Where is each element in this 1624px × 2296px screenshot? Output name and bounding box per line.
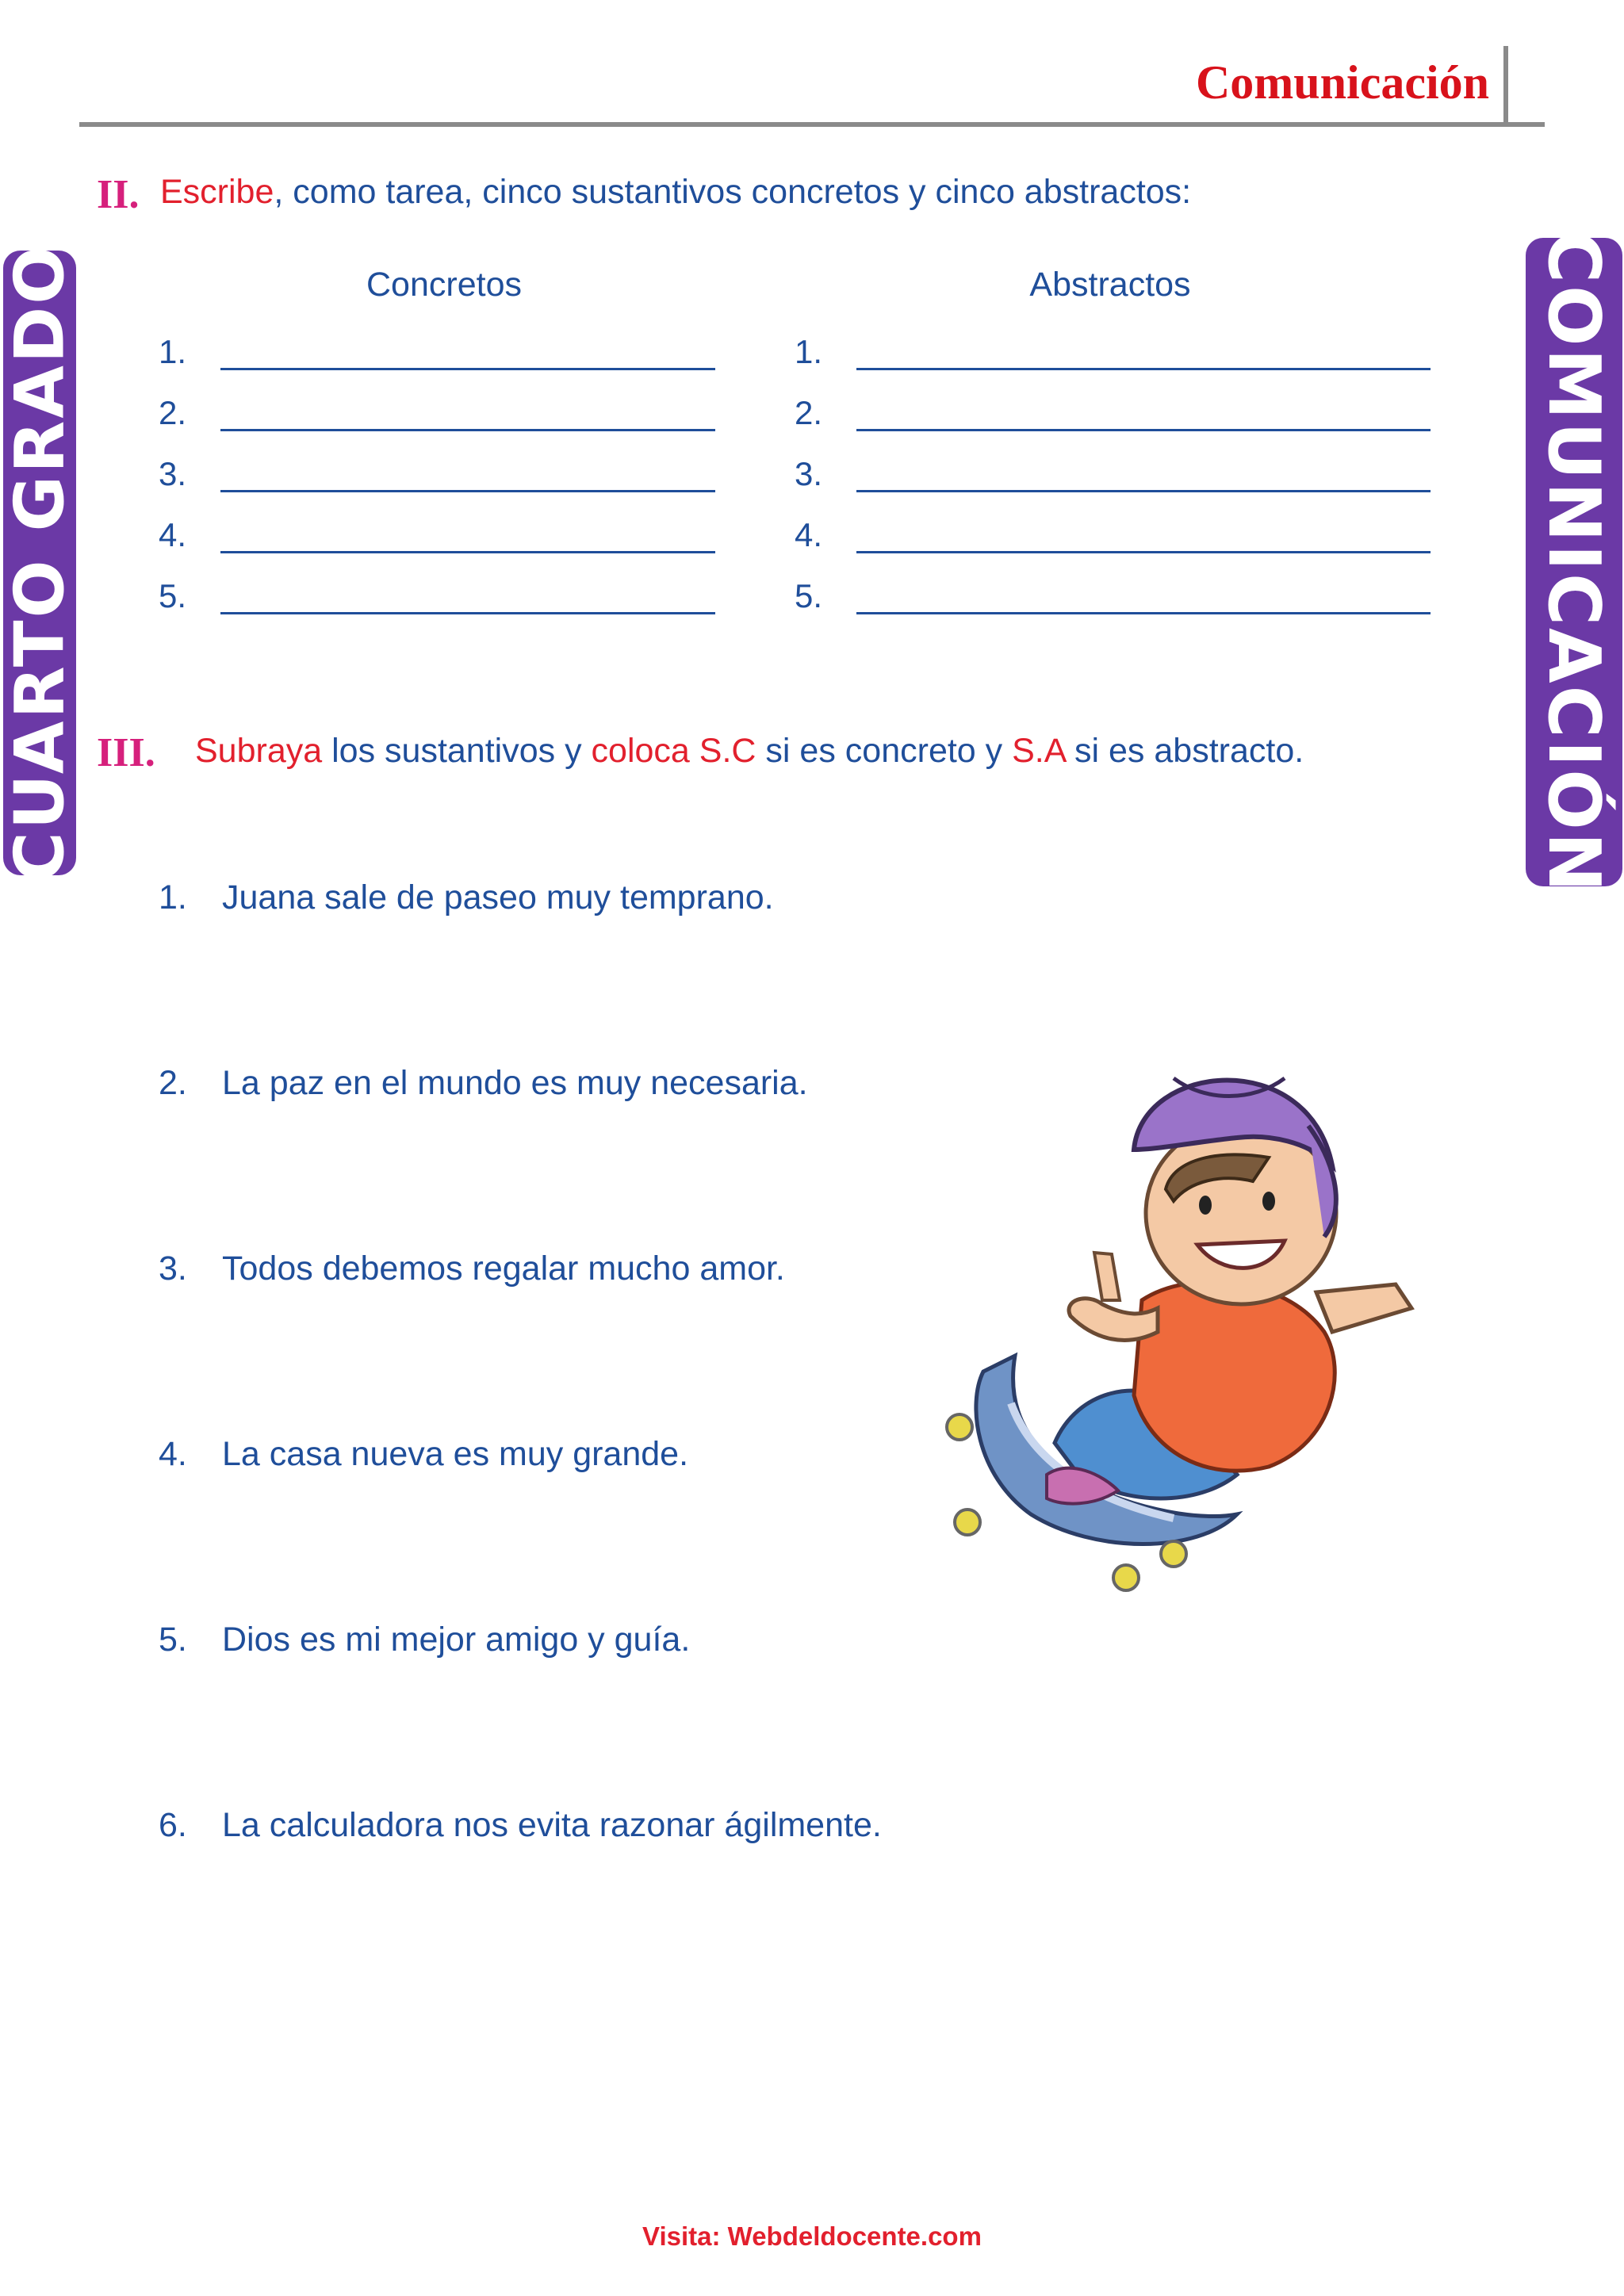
answer-number: 1. — [159, 333, 187, 370]
section-3-number: III. — [97, 730, 155, 775]
subject-header: Comunicación — [1195, 56, 1489, 109]
answer-blank-line[interactable] — [220, 490, 715, 492]
answer-row — [159, 507, 714, 568]
sentence-number: 2. — [159, 1064, 187, 1102]
sentence-number: 6. — [159, 1806, 187, 1844]
answer-blank-line[interactable] — [856, 612, 1431, 614]
sentence-item[interactable] — [159, 1249, 785, 1288]
instruction-verb: Escribe — [160, 173, 274, 211]
instruction-subraya: Subraya — [195, 732, 323, 770]
sentence-text[interactable]: La casa nueva es muy grande. — [222, 1435, 689, 1473]
subject-banner-label: COMUNICACIÓN — [1532, 230, 1616, 894]
sentence-text[interactable]: Dios es mi mejor amigo y guía. — [222, 1621, 691, 1659]
sentence-item[interactable] — [159, 1621, 690, 1659]
answer-row — [795, 446, 1437, 507]
instruction-text: si es abstracto. — [1065, 732, 1304, 770]
sentence-number: 4. — [159, 1435, 187, 1473]
answer-blank-line[interactable] — [856, 551, 1431, 553]
answer-row — [795, 323, 1437, 385]
grade-side-banner — [0, 243, 80, 882]
sentence-item[interactable] — [159, 878, 774, 917]
answer-row — [159, 568, 714, 629]
instruction-text: los sustantivos y — [322, 732, 592, 770]
concretos-answer-list — [159, 323, 714, 629]
answer-blank-line[interactable] — [220, 551, 715, 553]
column-header-abstractos: Abstractos — [1029, 266, 1191, 304]
header-divider-tick — [1503, 46, 1508, 125]
instruction-sa: S.A — [1012, 732, 1066, 770]
answer-number: 2. — [159, 394, 187, 431]
sentence-number: 1. — [159, 878, 187, 916]
header-rule — [79, 122, 1545, 127]
answer-number: 3. — [795, 455, 823, 492]
answer-blank-line[interactable] — [856, 368, 1431, 370]
answer-blank-line[interactable] — [856, 490, 1431, 492]
sentence-item[interactable] — [159, 1435, 688, 1474]
subject-side-banner — [1526, 230, 1622, 894]
answer-blank-line[interactable] — [220, 429, 715, 431]
answer-number: 5. — [159, 577, 187, 614]
answer-number: 4. — [795, 516, 823, 553]
answer-blank-line[interactable] — [220, 612, 715, 614]
sentence-text[interactable]: La calculadora nos evita razonar ágilmente. — [222, 1806, 882, 1844]
answer-number: 3. — [159, 455, 187, 492]
instruction-coloca: coloca S.C — [591, 732, 756, 770]
grade-banner-label: CUARTO GRADO — [0, 243, 80, 882]
abstractos-answer-list — [795, 323, 1437, 629]
sentence-number: 5. — [159, 1621, 187, 1659]
section-3-instruction — [195, 732, 1304, 771]
section-2-number: II. — [97, 172, 140, 217]
sentence-item[interactable] — [159, 1806, 882, 1845]
section-2-instruction — [160, 173, 1191, 212]
answer-number: 5. — [795, 577, 823, 614]
answer-row — [159, 385, 714, 446]
answer-row — [159, 323, 714, 385]
answer-blank-line[interactable] — [856, 429, 1431, 431]
instruction-text: si es concreto y — [756, 732, 1013, 770]
sentence-text[interactable]: Todos debemos regalar mucho amor. — [222, 1249, 785, 1288]
sentence-text[interactable]: Juana sale de paseo muy temprano. — [222, 878, 774, 916]
sentence-item[interactable] — [159, 1064, 808, 1103]
answer-row — [159, 446, 714, 507]
answer-number: 4. — [159, 516, 187, 553]
answer-row — [795, 385, 1437, 446]
sentence-text[interactable]: La paz en el mundo es muy necesaria. — [222, 1064, 808, 1102]
answer-row — [795, 507, 1437, 568]
skateboarding-kid-icon — [936, 1031, 1427, 1601]
answer-number: 2. — [795, 394, 823, 431]
footer-website: Visita: Webdeldocente.com — [642, 2221, 982, 2251]
answer-number: 1. — [795, 333, 823, 370]
sentence-number: 3. — [159, 1249, 187, 1288]
answer-row — [795, 568, 1437, 629]
instruction-text: , como tarea, cinco sustantivos concretos y cinco abstractos: — [274, 173, 1192, 211]
answer-blank-line[interactable] — [220, 368, 715, 370]
column-header-concretos: Concretos — [366, 266, 522, 304]
